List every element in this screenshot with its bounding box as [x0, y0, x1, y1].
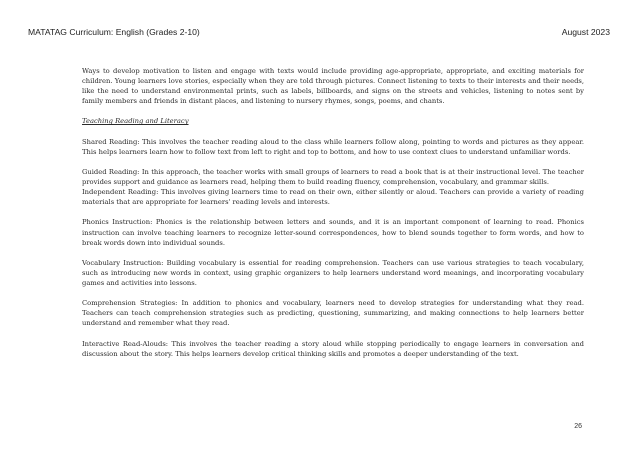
paragraph-guided-reading: Guided Reading: In this approach, the teacher works with small groups of learners to read a book that is at their instructional level. The teacher provides support and guidance as learners read, helping them to build reading fluency, comprehension, vocabulary, and grammar skills. — [82, 167, 584, 187]
paragraph-independent-reading: Independent Reading: This involves giving learners time to read on their own, either silently or aloud. Teachers can provide a variety of reading materials that are appropriate for learners' reading levels and interests. — [82, 188, 584, 207]
section-heading: Teaching Reading and Literacy — [82, 117, 189, 126]
curriculum-title: MATATAG Curriculum: English (Grades 2-10) — [28, 27, 200, 37]
page-body — [82, 66, 584, 369]
paragraph-motivation: Ways to develop motivation to listen and engage with texts would include providing age-appropriate, appropriate, and exciting materials for children. Young learners love stories, especially when they are told through pictures. Connect listening to texts to their interests and their needs, like the need to understand environmental prints, such as labels, billboards, and signs on the streets and vehicles, listening to notes sent by family members and friends in distant places, and listening to nursery rhymes, songs, poems, and chants. — [82, 67, 584, 106]
paragraph-phonics-instruction: Phonics Instruction: Phonics is the relationship between letters and sounds, and it is an important component of learning to read. Phonics instruction can involve teaching learners to recognize letter-sound correspondences, how to blend sounds together to form words, and how to break words down into individual sounds. — [82, 218, 584, 247]
paragraph-vocabulary-instruction: Vocabulary Instruction: Building vocabulary is essential for reading comprehension. Teachers can use various strategies to teach vocabulary, such as introducing new words in context, using graphic organizers to help learners understand word meanings, and incorporating vocabulary games and activities into lessons. — [82, 258, 584, 287]
paragraph-interactive-read-alouds: Interactive Read-Alouds: This involves the teacher reading a story aloud while stopping periodically to engage learners in conversation and discussion about the story. This helps learners develop critical thinking skills and promotes a deeper understanding of the text. — [82, 339, 584, 358]
page-header — [28, 27, 610, 37]
document-date: August 2023 — [561, 27, 610, 37]
paragraph-shared-reading: Shared Reading: This involves the teacher reading aloud to the class while learners follow along, pointing to words and pictures as they appear. This helps learners learn how to follow text from left to right and top to bottom, and how to use context clues to understand unfamiliar words. — [82, 137, 584, 156]
page-number: 26 — [574, 423, 582, 430]
paragraph-comprehension-strategies: Comprehension Strategies: In addition to phonics and vocabulary, learners need to develop strategies for understanding what they read. Teachers can teach comprehension strategies such as predicting, questioning, summarizing, and making connections to help learners better understand and remember what they read. — [82, 299, 584, 328]
